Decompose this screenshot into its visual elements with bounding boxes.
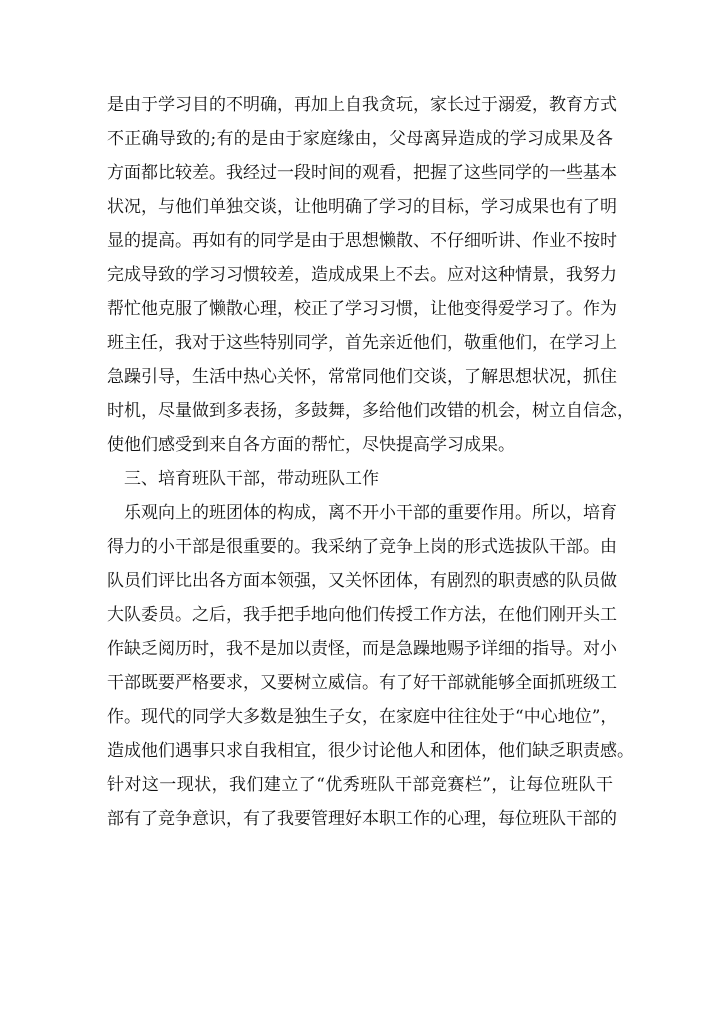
- text-line: 是由于学习目的不明确，再加上自我贪玩，家长过于溺爱，教育方式: [107, 95, 617, 115]
- text-line: 得力的小干部是很重要的。我采纳了竞争上岗的形式选拔队干部。由: [107, 537, 617, 557]
- text-line: 班主任，我对于这些特别同学，首先亲近他们，敬重他们，在学习上: [107, 333, 617, 353]
- text-line: 显的提高。再如有的同学是由于思想懒散、不仔细听讲、作业不按时: [107, 231, 617, 251]
- text-line: 大队委员。之后，我手把手地向他们传授工作方法，在他们刚开头工: [107, 605, 617, 625]
- text-line: 作。现代的同学大多数是独生子女，在家庭中往往处于“中心地位”，: [107, 707, 618, 727]
- text-line: 时机，尽量做到多表扬，多鼓舞，多给他们改错的机会，树立自信念，: [107, 401, 634, 421]
- text-line: 作缺乏阅历时，我不是加以责怪，而是急躁地赐予详细的指导。对小: [107, 639, 617, 659]
- text-line: 完成导致的学习习惯较差，造成成果上不去。应对这种情景，我努力: [107, 265, 617, 285]
- text-line: 方面都比较差。我经过一段时间的观看，把握了这些同学的一些基本: [107, 163, 617, 183]
- text-line: 队员们评比出各方面本领强，又关怀团体，有剧烈的职责感的队员做: [107, 571, 617, 591]
- text-line: 乐观向上的班团体的构成，离不开小干部的重要作用。所以，培育: [107, 503, 617, 523]
- text-line: 状况，与他们单独交谈，让他明确了学习的目标，学习成果也有了明: [107, 197, 617, 217]
- text-line: 帮忙他克服了懒散心理，校正了学习习惯，让他变得爱学习了。作为: [107, 299, 617, 319]
- body-text: [107, 88, 634, 836]
- text-line: 针对这一现状，我们建立了“优秀班队干部竞赛栏”，让每位班队干: [107, 775, 613, 795]
- text-line: 使他们感受到来自各方面的帮忙，尽快提高学习成果。: [107, 435, 515, 455]
- text-line: 急躁引导，生活中热心关怀，常常同他们交谈，了解思想状况，抓住: [107, 367, 617, 387]
- section-heading: 三、培育班队干部，带动班队工作: [107, 469, 379, 489]
- text-line: 干部既要严格要求，又要树立威信。有了好干部就能够全面抓班级工: [107, 673, 617, 693]
- text-line: 造成他们遇事只求自我相宜，很少讨论他人和团体，他们缺乏职责感。: [107, 741, 634, 761]
- text-line: 不正确导致的;有的是由于家庭缘由，父母离异造成的学习成果及各: [107, 129, 613, 149]
- text-line: 部有了竞争意识，有了我要管理好本职工作的心理，每位班队干部的: [107, 809, 617, 829]
